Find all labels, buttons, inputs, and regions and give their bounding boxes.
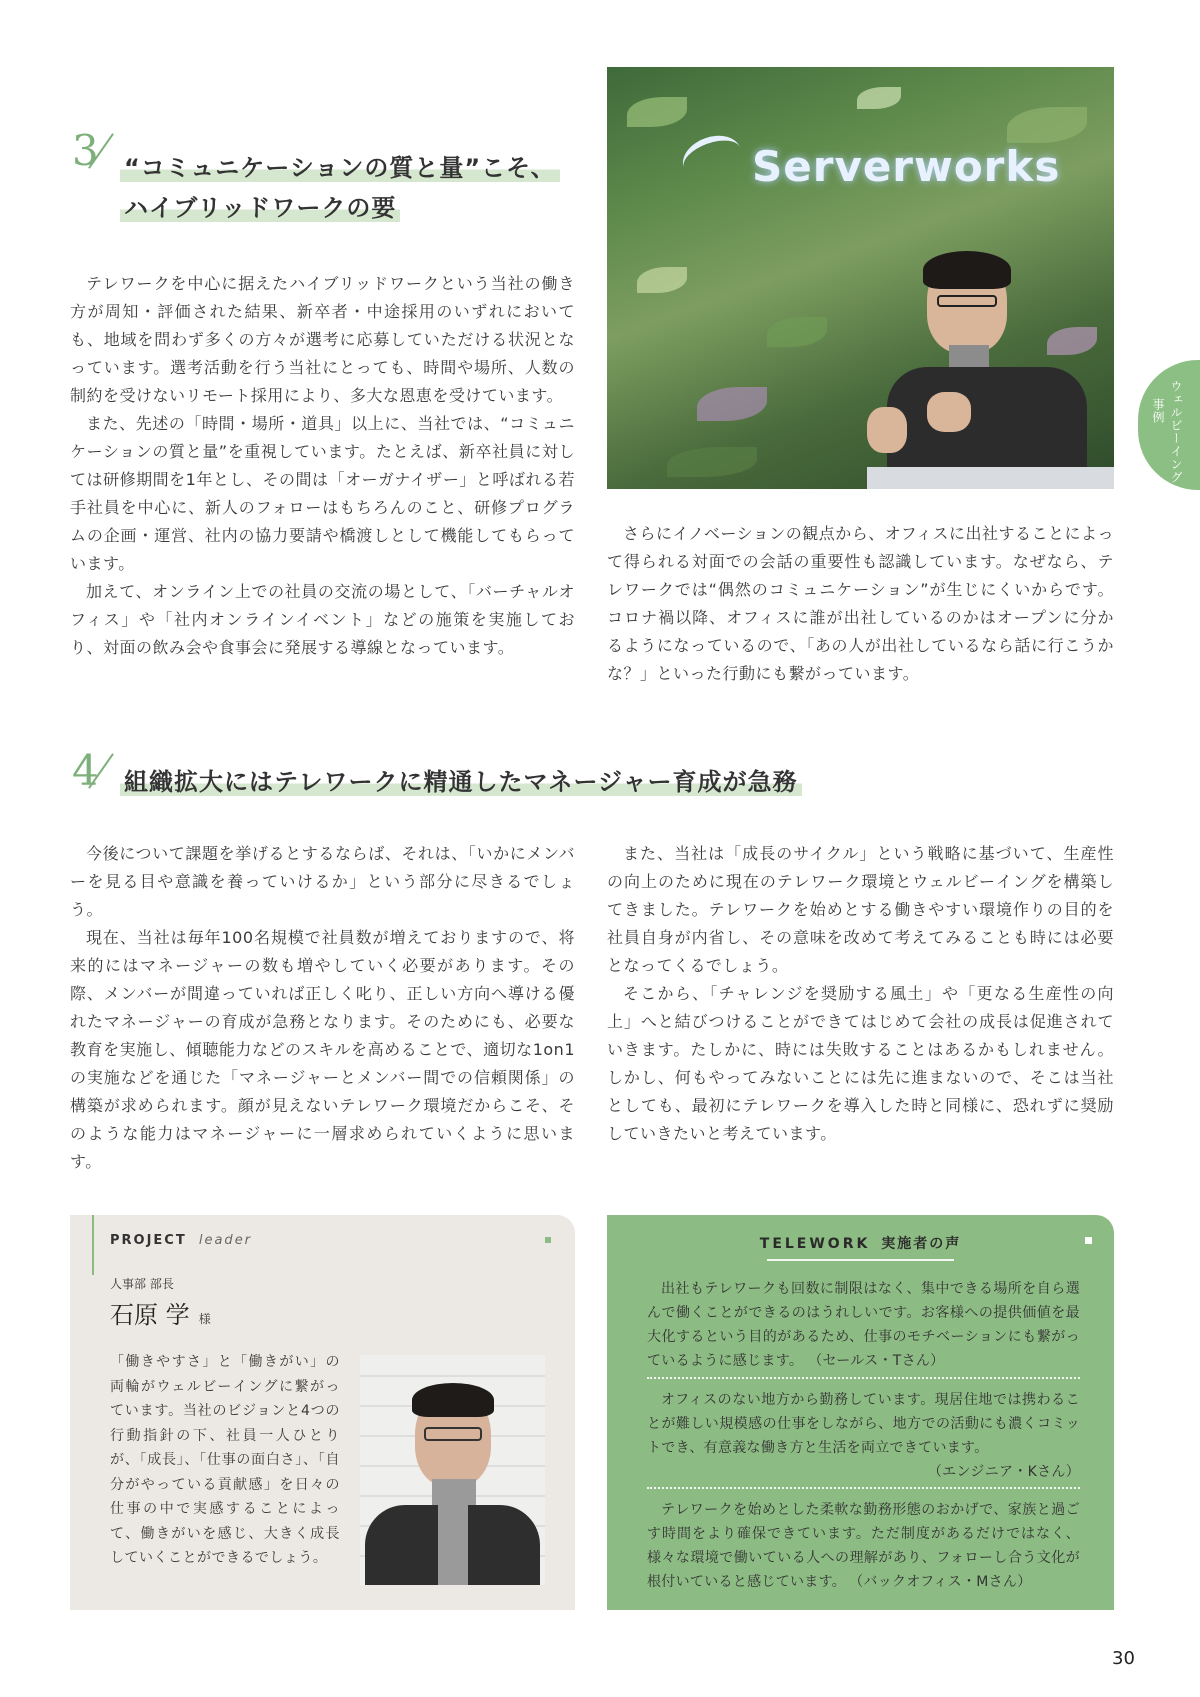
- leader-portrait: [360, 1355, 545, 1585]
- leader-name-block: [110, 1295, 211, 1330]
- section4-body-left: [70, 840, 575, 1176]
- voice-item: [647, 1498, 1080, 1594]
- speaker-figure: [877, 257, 1114, 489]
- paragraph: 加えて、オンライン上での社員の交流の場として、「バーチャルオフィス」や「社内オンラインイベント」などの施策を実施しており、対面の飲み会や食事会に発展する導線となっています。: [70, 582, 575, 657]
- section3-body-left: [70, 270, 575, 662]
- section4-number: 4: [72, 746, 99, 795]
- leader-dept: 人事部 部長: [110, 1277, 174, 1291]
- page-number: 30: [1112, 1648, 1135, 1669]
- square-marker-icon: [545, 1237, 551, 1243]
- paragraph: 現在、当社は毎年100名規模で社員数が増えておりますので、将来的にはマネージャーの数も増やしていく必要があります。その際、メンバーが間違っていれば正しく叱り、正しい方向へ導ける優れたマネージャーの育成が急務となります。そのためにも、必要な教育を実施し、傾聴能力などのスキルを高めることで、適切な1on1の実施などを通じた「マネージャーとメンバー間での信頼関係」の構築が求められます。顔が見えないテレワーク環境だからこそ、そのような能力はマネージャーに一層求められていくように思います。: [70, 928, 575, 1171]
- voice-divider: [647, 1487, 1080, 1489]
- side-tab-label: ウェルビーイング: [1169, 380, 1183, 484]
- square-marker-icon: [1085, 1237, 1092, 1244]
- paragraph: 今後について課題を挙げるとするならば、それは、「いかにメンバーを見る目や意識を養っていけるか」という部分に尽きるでしょう。: [70, 844, 575, 919]
- leader-label-italic: leader: [198, 1233, 253, 1248]
- section4-title: [120, 762, 1120, 802]
- leader-label: [110, 1233, 252, 1248]
- paragraph: また、先述の「時間・場所・道具」以上に、当社では、“コミュニケーションの質と量”を重視しています。たとえば、新卒社員に対しては研修期間を1年とし、その間は「オーガナイザー」と呼ばれる若手社員を中心に、新人のフォローはもちろんのこと、研修プログラムの企画・運営、社内の協力要請や橋渡しとして機能してもらっています。: [70, 414, 575, 573]
- section3-title: [120, 148, 560, 228]
- section3-number: 3: [72, 126, 99, 175]
- leader-label-bold: PROJECT: [110, 1233, 187, 1248]
- section3-body-right: [607, 520, 1114, 688]
- voice-item: [647, 1277, 1080, 1373]
- paragraph: そこから、「チャレンジを奨励する風土」や「更なる生産性の向上」へと結びつけることができてはじめて会社の成長は促進されていきます。たしかに、時には失敗することはあるかもしれません。しかし、何もやってみないことには先に進まないので、そこは当社としても、最初にテレワークを導入した時と同様に、恐れずに奨励していきたいと考えています。: [607, 984, 1114, 1143]
- telework-voices-box: [607, 1215, 1114, 1610]
- voices-title-jp: 実施者の声: [881, 1236, 962, 1252]
- voice-speaker: （エンジニア・Kさん）: [927, 1464, 1080, 1480]
- voices-title-en: TELEWORK: [759, 1236, 871, 1252]
- section4-title-text: 組織拡大にはテレワークに精通したマネージャー育成が急務: [120, 768, 802, 796]
- category-side-tab: [1138, 360, 1200, 490]
- paragraph: さらにイノベーションの観点から、オフィスに出社することによって得られる対面での会話の重要性も認識しています。なぜなら、テレワークでは“偶然のコミュニケーション”が生じにくいからです。コロナ禍以降、オフィスに誰が出社しているのかはオープンに分かるようになっているので、「あの人が出社しているなら話に行こうかな？」といった行動にも繋がっています。: [607, 524, 1115, 683]
- section3-title-line1: “コミュニケーションの質と量”こそ、: [120, 154, 560, 182]
- voice-speaker: （バックオフィス・Mさん）: [856, 1574, 1032, 1590]
- section4-body-right: [607, 840, 1114, 1148]
- leader-quote: 「働きやすさ」と「働きがい」の両輪がウェルビーイングに繋がっています。当社のビジョンと4つの行動指針の下、社員一人ひとりが、「成長」、「仕事の面白さ」、「自分がやっている貢献感」を日々の仕事の中で実感することによって、働きがいを感じ、大きく成長していくことができるでしょう。: [110, 1354, 340, 1566]
- leader-honorific: 様: [198, 1312, 211, 1326]
- voice-text: オフィスのない地方から勤務しています。現居住地では携わることが難しい規模感の仕事をしながら、地方での活動にも濃くコミットでき、有意義な働き方と生活を両立できています。: [647, 1392, 1080, 1456]
- logo-swoosh-icon: [677, 128, 748, 188]
- voices-title: [607, 1233, 1114, 1253]
- voice-speaker: （セールス・Tさん）: [815, 1353, 945, 1369]
- voice-divider: [647, 1377, 1080, 1379]
- section3-title-line2: ハイブリッドワークの要: [120, 194, 400, 222]
- paragraph: テレワークを中心に据えたハイブリッドワークという当社の働き方が周知・評価された結果、新卒者・中途採用のいずれにおいても、地域を問わず多くの方々が選考に応募していただける状況となっています。選考活動を行う当社にとっても、時間や場所、人数の制約を受けないリモート採用により、多大な恩恵を受けています。: [70, 274, 575, 405]
- paragraph: また、当社は「成長のサイクル」という戦略に基づいて、生産性の向上のために現在のテレワーク環境とウェルビーイングを構築してきました。テレワークを始めとする働きやすい環境作りの目的を社員自身が内省し、その意味を改めて考えてみることも時には必要となってくるでしょう。: [607, 844, 1114, 975]
- company-logo-sign: Serverworks: [752, 142, 1061, 191]
- project-leader-box: [70, 1215, 575, 1610]
- voice-text: テレワークを始めとした柔軟な勤務形態のおかげで、家族と過ごす時間をより確保できています。ただ制度があるだけではなく、様々な環境で働いている人への理解があり、フォローし合う文化が根付いていると感じています。: [647, 1502, 1080, 1590]
- voice-item: [647, 1388, 1080, 1484]
- side-tab-label-sub: 事例: [1151, 398, 1165, 424]
- voice-text: 出社もテレワークも回数に制限はなく、集中できる場所を自ら選んで働くことができるのはうれしいです。お客様への提供価値を最大化するという目的があるため、仕事のモチベーションにも繋がっているように感じます。: [647, 1281, 1080, 1369]
- office-photo: [607, 67, 1114, 489]
- leader-name: 石原 学: [110, 1301, 190, 1329]
